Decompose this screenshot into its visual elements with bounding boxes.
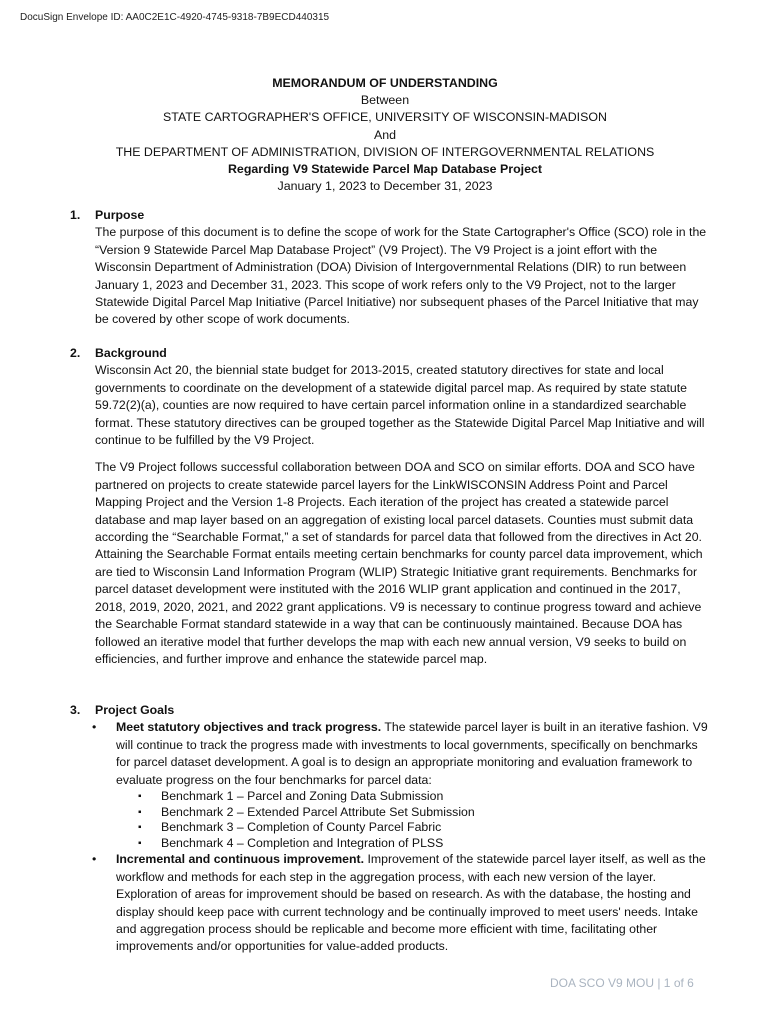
benchmark-item xyxy=(116,836,710,852)
memo-title: MEMORANDUM OF UNDERSTANDING xyxy=(272,76,498,90)
date-range: January 1, 2023 to December 31, 2023 xyxy=(277,179,493,194)
benchmark-text: Benchmark 3 – Completion of County Parcel Fabric xyxy=(161,820,442,835)
bullet-icon: • xyxy=(92,852,97,867)
regarding-line: Regarding V9 Statewide Parcel Map Database Project xyxy=(227,162,542,177)
square-bullet-icon: ▪ xyxy=(138,837,142,849)
goal-item xyxy=(70,719,710,851)
benchmark-text: Benchmark 2 – Extended Parcel Attribute Set Submission xyxy=(161,804,475,819)
background-paragraph-1: Wisconsin Act 20, the biennial state budget for 2013-2015, created statutory directives for state and local governments to coordinate on the development of a statewide digital parcel map. As required by state statute 59.72(2)(a), counties are now required to have certain parcel information online in a standardized searchable format. These statutory directives can be grouped together as the Statewide Digital Parcel Map Initiative and will continue to be fulfilled by the V9 Project. xyxy=(95,363,705,448)
goals-list xyxy=(70,719,710,955)
benchmark-item xyxy=(116,789,710,805)
benchmark-list xyxy=(116,789,710,851)
background-paragraph-2: The V9 Project follows successful collaboration between DOA and SCO on similar efforts. DOA and SCO have partnered on projects to create statewide parcel layers for the LinkWISCONSIN Address Point and Parcel Mapping Project and the Version 1-8 Projects. Each iteration of the project has created a statewide parcel database and map layer based on an aggregation of existing local parcel datasets. Counties must submit data according the “Searchable Format,” a set of standards for parcel data that followed from the directives in Act 20. Attaining the Searchable Format entails meeting certain benchmarks for county parcel data improvement, which are tied to Wisconsin Land Information Program (WLIP) Strategic Initiative grant requirements. Benchmarks for parcel dataset development were instituted with the 2016 WLIP grant application and continued in the 2017, 2018, 2019, 2020, 2021, and 2022 grant applications. V9 is necessary to continue progress toward and achieve the Searchable Format standard statewide in a way that can be continuously maintained. Because DOA has followed an iterative model that further develops the map with each new annual version, V9 seeks to build on efficiencies, and further improve and enhance the statewide parcel map. xyxy=(95,460,703,666)
goal-lead: Incremental and continuous improvement. xyxy=(116,852,365,867)
goal-lead: Meet statutory objectives and track progress. xyxy=(116,720,382,735)
benchmark-item xyxy=(116,820,710,836)
benchmark-text: Benchmark 1 – Parcel and Zoning Data Submission xyxy=(161,789,444,804)
party-one: STATE CARTOGRAPHER'S OFFICE, UNIVERSITY OF WISCONSIN-MADISON xyxy=(163,110,607,125)
section-project-goals xyxy=(70,702,710,956)
benchmark-text: Benchmark 4 – Completion and Integration of PLSS xyxy=(161,835,444,850)
section-background xyxy=(70,345,710,668)
square-bullet-icon: ▪ xyxy=(138,822,142,834)
square-bullet-icon: ▪ xyxy=(138,806,142,818)
purpose-paragraph: The purpose of this document is to define the scope of work for the State Cartographer's Office (SCO) role in the “Version 9 Statewide Parcel Map Database Project” (V9 Project). The V9 Project is a joint effort with the Wisconsin Department of Administration (DOA) Division of Intergovernmental Relations (DIR) to run between January 1, 2023 and December 31, 2023. This scope of work refers only to the V9 Project, not to the larger Statewide Digital Parcel Map Initiative (Parcel Initiative) nor subsequent phases of the Parcel Initiative that may be covered by other scope of work documents. xyxy=(95,225,707,327)
section-title: Purpose xyxy=(95,208,145,222)
goal-text: Improvement of the statewide parcel layer itself, as well as the workflow and methods for each step in the aggregation process, with each new version of the layer. Exploration of areas for improvement should be based on research. As with the database, the hosting and display should keep pace with current technology and be continually improved to meet users' needs. Intake and aggregation process should be replicable and become more efficient with time, facilitating other improvements and/or opportunities for value-added products. xyxy=(116,852,706,954)
section-number: 2. xyxy=(70,346,81,360)
section-title: Background xyxy=(95,346,167,360)
goal-item xyxy=(70,851,710,955)
page-footer: DOA SCO V9 MOU | 1 of 6 xyxy=(550,976,694,990)
party-two: THE DEPARTMENT OF ADMINISTRATION, DIVISION OF INTERGOVERNMENTAL RELATIONS xyxy=(115,144,655,159)
between-label: Between xyxy=(360,93,410,108)
docusign-envelope-id: DocuSign Envelope ID: AA0C2E1C-4920-4745-9318-7B9ECD440315 xyxy=(20,12,330,23)
section-title: Project Goals xyxy=(95,703,175,717)
and-label: And xyxy=(373,127,397,142)
memo-header xyxy=(0,75,770,195)
section-number: 3. xyxy=(70,703,81,717)
goal-text: The statewide parcel layer is built in an iterative fashion. V9 will continue to track the progress made with investments to local governments, specifically on benchmarks for parcel dataset development. A goal is to design an appropriate monitoring and evaluation framework to evaluate progress on the four benchmarks for parcel data: xyxy=(116,720,708,787)
section-number: 1. xyxy=(70,208,81,222)
benchmark-item xyxy=(116,805,710,821)
bullet-icon: • xyxy=(92,720,97,735)
square-bullet-icon: ▪ xyxy=(138,791,142,803)
section-purpose xyxy=(70,207,710,329)
